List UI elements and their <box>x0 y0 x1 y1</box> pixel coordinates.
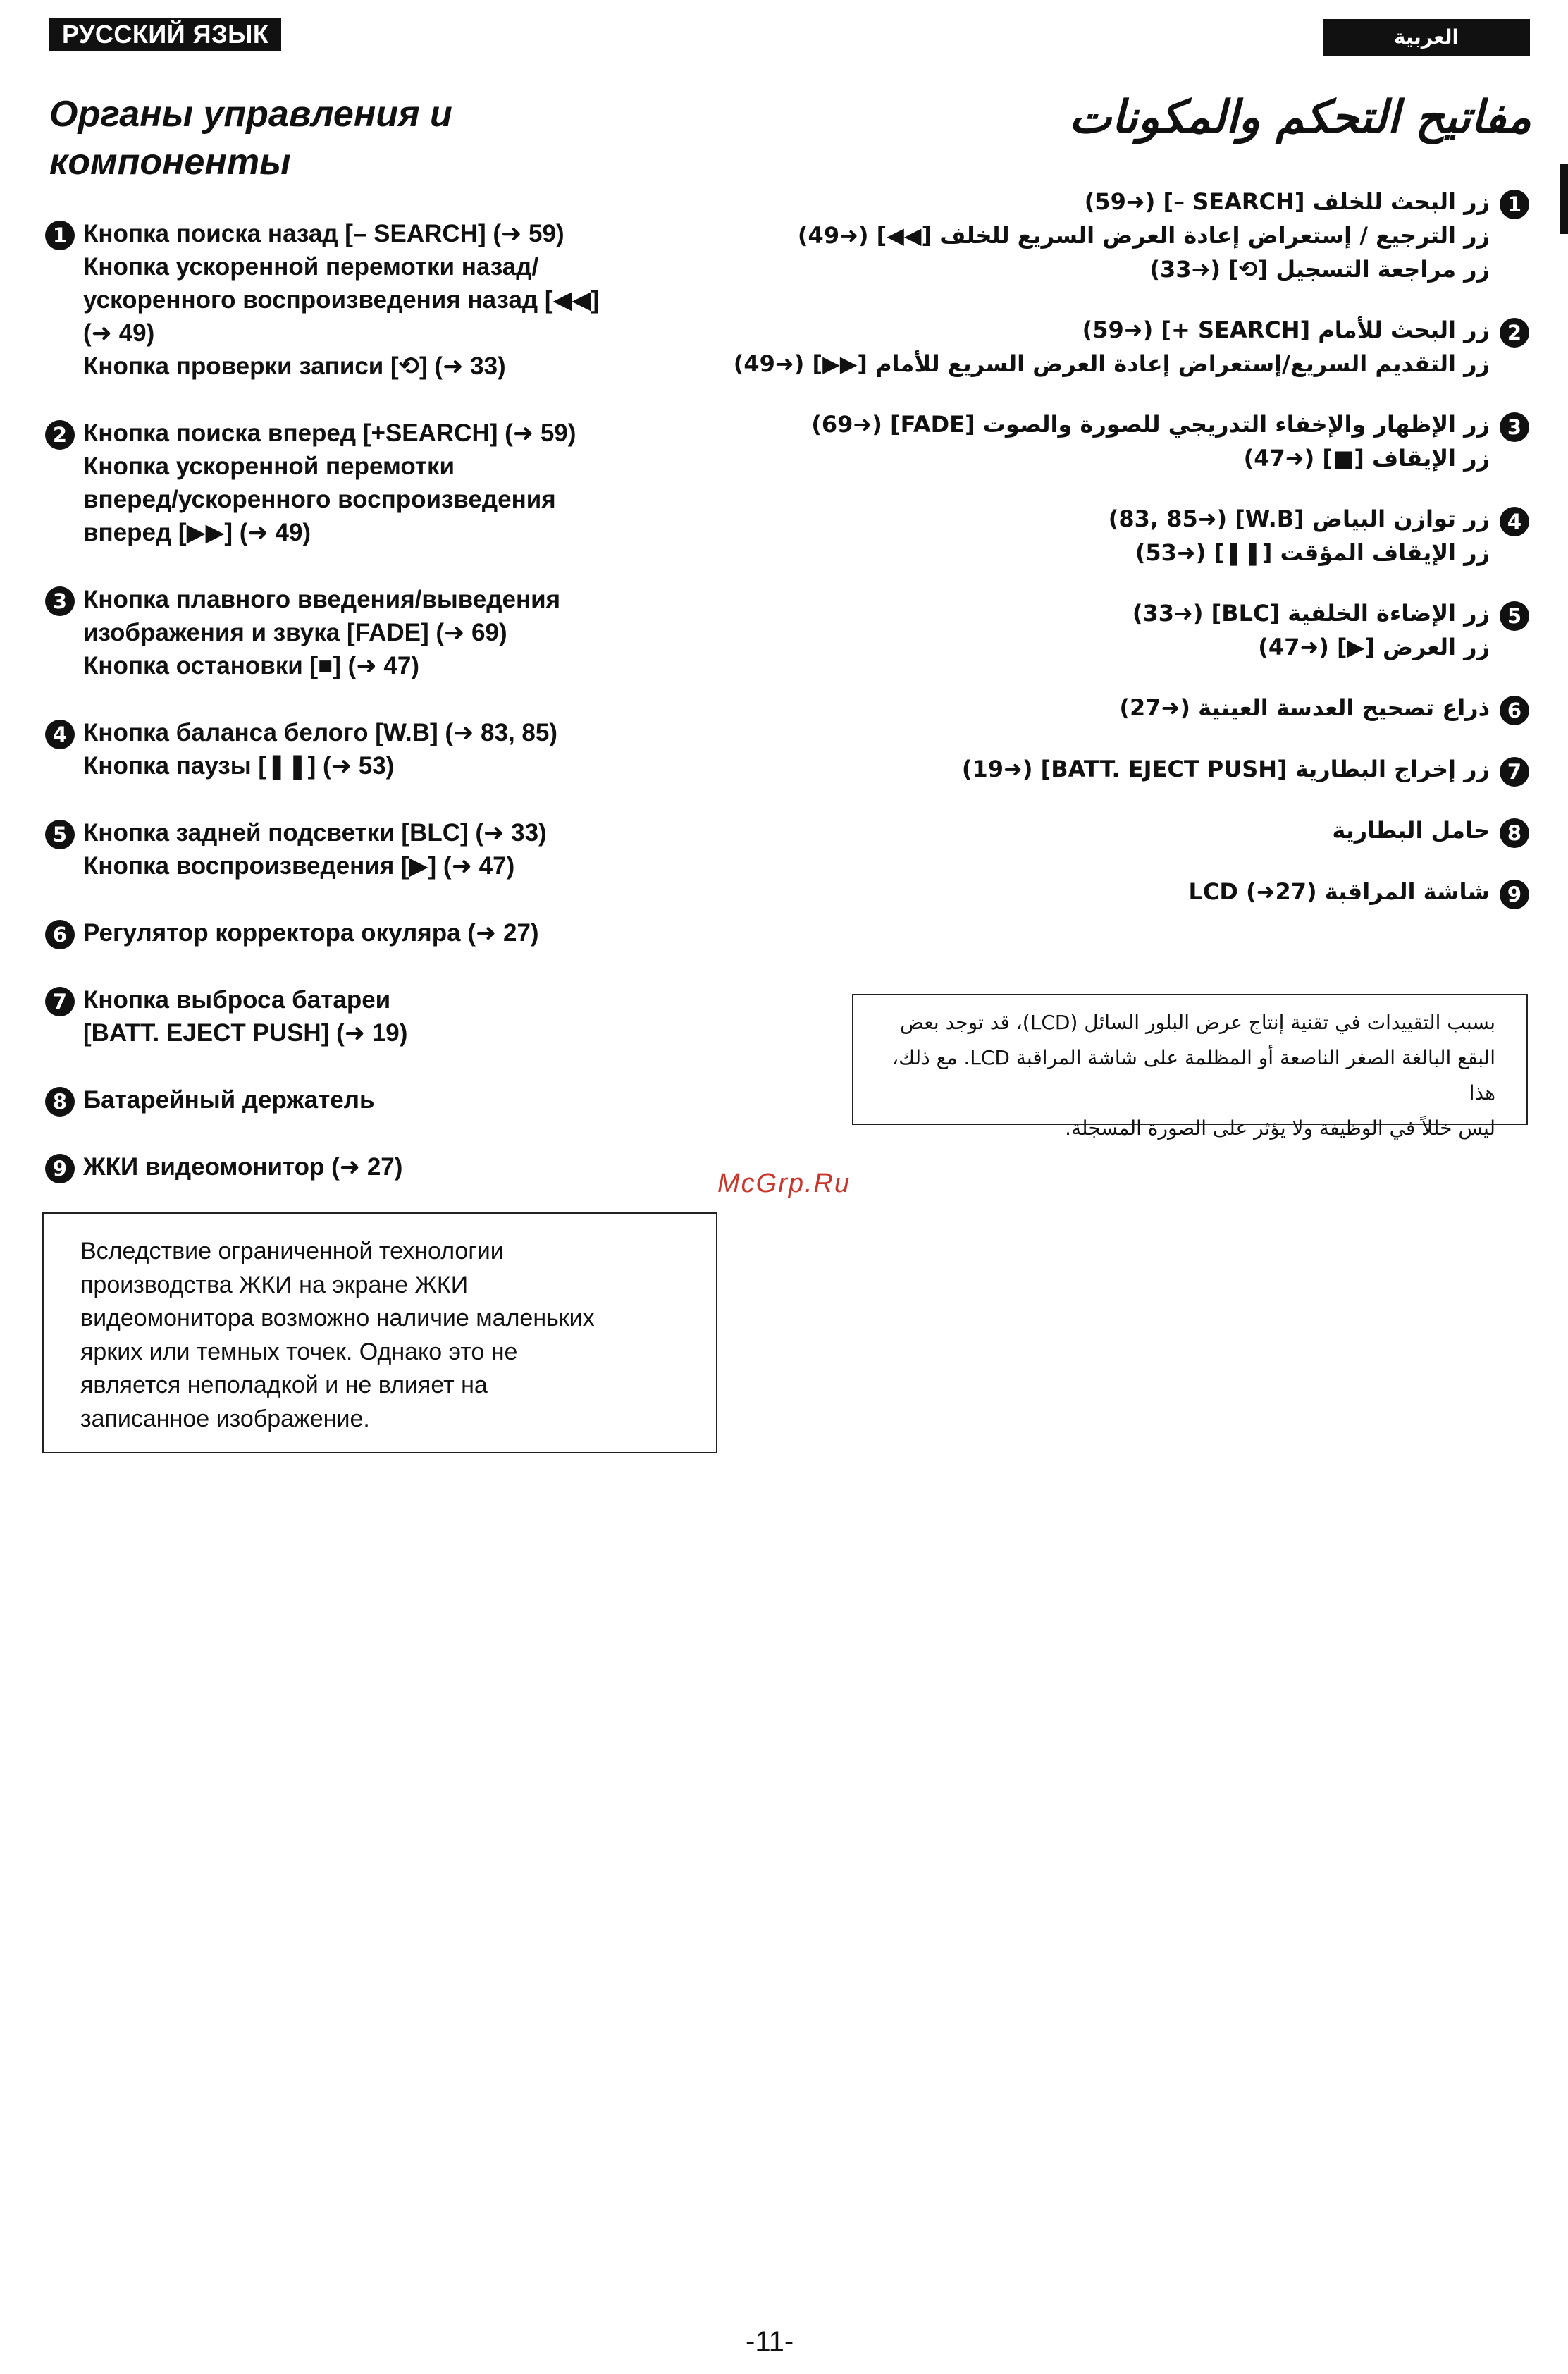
ar-item-4 <box>782 502 1529 570</box>
ru-item-9 <box>45 1150 736 1183</box>
item-text <box>1109 502 1490 570</box>
language-tag-russian: РУССКИЙ ЯЗЫК <box>49 18 281 51</box>
item-text <box>83 983 407 1050</box>
item-line: Кнопка поиска вперед [+SEARCH] (➜ 59) <box>83 419 576 447</box>
item-number-badge: 2 <box>45 420 75 450</box>
item-line: Кнопка баланса белого [W.B] (➜ 83, 85) <box>83 719 557 746</box>
item-line: زر الإظهار والإخفاء التدريجي للصورة والصوت [FADE] (➜69) <box>811 411 1490 438</box>
page-number: -11- <box>746 2326 794 2357</box>
ru-item-4 <box>45 716 736 782</box>
item-number-badge: 8 <box>45 1087 75 1117</box>
item-number-badge: 1 <box>1500 190 1529 219</box>
item-text <box>83 583 560 682</box>
russian-title-line-2: компоненты <box>49 142 291 183</box>
item-number-badge: 5 <box>1500 601 1529 631</box>
item-line: Кнопка ускоренной перемотки <box>83 453 455 480</box>
item-number-badge: 7 <box>45 987 75 1016</box>
item-line: زر الإضاءة الخلفية [BLC] (➜33) <box>1132 600 1490 627</box>
item-line: Кнопка проверки записи [⟲] (➜ 33) <box>83 352 506 380</box>
item-line: زر الإيقاف المؤقت [❚❚] (➜53) <box>1135 539 1490 566</box>
note-line: записанное изображение. <box>80 1405 370 1432</box>
ar-item-9 <box>782 875 1529 909</box>
item-text <box>798 185 1490 286</box>
item-text <box>1119 691 1490 725</box>
item-line: Кнопка задней подсветки [BLC] (➜ 33) <box>83 819 547 847</box>
note-line: بسبب التقييدات في تقنية إنتاج عرض البلور السائل (LCD)، قد توجد بعض <box>900 1011 1495 1034</box>
note-line: البقع البالغة الصغر الناصعة أو المظلمة على شاشة المراقبة LCD. مع ذلك، هذا <box>892 1046 1495 1105</box>
russian-controls-list <box>45 217 736 1217</box>
arabic-title: مفاتيح التحكم والمكونات <box>1068 92 1531 144</box>
watermark: McGrp.Ru <box>717 1169 851 1198</box>
item-line: [BATT. EJECT PUSH] (➜ 19) <box>83 1019 408 1047</box>
item-number-badge: 9 <box>1500 880 1529 909</box>
item-line: زر البحث للخلف [SEARCH –] (➜59) <box>1084 188 1490 215</box>
section-edge-tab <box>1560 164 1568 234</box>
item-text <box>83 217 599 383</box>
item-line: Кнопка плавного введения/выведения <box>83 586 561 613</box>
ru-item-6 <box>45 916 736 949</box>
item-text <box>1188 875 1490 909</box>
item-line: (➜ 49) <box>83 319 155 347</box>
note-line: является неполадкой и не влияет на <box>80 1372 488 1398</box>
item-number-badge: 4 <box>45 720 75 749</box>
item-number-badge: 4 <box>1500 507 1529 536</box>
item-line: Кнопка поиска назад [– SEARCH] (➜ 59) <box>83 220 564 247</box>
item-line: Кнопка ускоренной перемотки назад/ <box>83 253 539 281</box>
item-line: Кнопка воспроизведения [▶] (➜ 47) <box>83 852 515 880</box>
ar-item-5 <box>782 596 1529 664</box>
item-line: ускоренного воспроизведения назад [◀◀] <box>83 286 599 314</box>
item-line: Батарейный держатель <box>83 1086 375 1114</box>
item-line: ذراع تصحيح العدسة العينية (➜27) <box>1119 694 1490 721</box>
item-line: شاشة المراقبة LCD (➜27) <box>1188 878 1490 905</box>
russian-title-line-1: Органы управления и <box>49 94 452 135</box>
item-number-badge: 5 <box>45 820 75 849</box>
ru-item-7 <box>45 983 736 1050</box>
ar-item-1 <box>782 185 1529 286</box>
item-number-badge: 8 <box>1500 818 1529 848</box>
note-line: видеомонитора возможно наличие маленьких <box>80 1305 595 1331</box>
russian-title <box>49 90 684 186</box>
ar-item-8 <box>782 813 1529 848</box>
arabic-controls-list <box>733 185 1529 936</box>
arabic-lcd-note <box>852 994 1528 1140</box>
item-line: вперед [▶▶] (➜ 49) <box>83 519 311 546</box>
item-number-badge: 6 <box>45 920 75 949</box>
ar-item-7 <box>782 752 1529 787</box>
language-tag-arabic: العربية <box>1323 19 1530 56</box>
item-line: زر توازن البياض [W.B] (➜83, 85) <box>1108 505 1490 532</box>
item-text <box>734 313 1490 381</box>
ru-item-8 <box>45 1083 736 1117</box>
item-line: زر العرض [▶] (➜47) <box>1258 634 1490 660</box>
ar-item-6 <box>782 691 1529 725</box>
item-line: Кнопка остановки [■] (➜ 47) <box>83 652 419 679</box>
item-text <box>1132 596 1490 664</box>
ru-item-1 <box>45 217 736 383</box>
item-number-badge: 3 <box>45 586 75 616</box>
item-text <box>83 916 539 949</box>
ru-item-3 <box>45 583 736 682</box>
ar-item-2 <box>733 313 1529 381</box>
item-text <box>811 407 1490 475</box>
item-line: زر إخراج البطارية [BATT. EJECT PUSH] (➜19) <box>961 756 1490 782</box>
item-text <box>83 1083 375 1117</box>
item-line: زر مراجعة التسجيل [⟲] (➜33) <box>1149 256 1490 283</box>
item-line: زر البحث للأمام [SEARCH +] (➜59) <box>1082 316 1490 343</box>
item-text <box>83 1150 402 1183</box>
item-number-badge: 1 <box>45 221 75 250</box>
ar-item-3 <box>782 407 1529 475</box>
item-line: изображения и звука [FADE] (➜ 69) <box>83 619 507 646</box>
item-text <box>962 752 1490 786</box>
item-line: вперед/ускоренного воспроизведения <box>83 486 556 513</box>
item-number-badge: 6 <box>1500 696 1529 725</box>
item-number-badge: 9 <box>45 1154 75 1183</box>
item-line: ЖКИ видеомонитор (➜ 27) <box>83 1153 403 1181</box>
item-line: حامل البطارية <box>1332 817 1490 844</box>
item-number-badge: 2 <box>1500 318 1529 348</box>
item-line: Кнопка паузы [❚❚] (➜ 53) <box>83 752 395 780</box>
item-line: زر الترجيع / إستعراض إعادة العرض السريع للخلف [◀◀] (➜49) <box>797 222 1490 249</box>
ru-item-2 <box>45 417 736 549</box>
note-line: производства ЖКИ на экране ЖКИ <box>80 1271 469 1298</box>
note-line: Вследствие ограниченной технологии <box>80 1238 504 1265</box>
note-line: ярких или темных точек. Однако это не <box>80 1338 518 1365</box>
item-text <box>83 716 557 782</box>
note-line: ليس خللاً في الوظيفة ولا يؤثر على الصورة المسجلة. <box>1065 1117 1495 1140</box>
item-text <box>1332 813 1490 847</box>
item-number-badge: 7 <box>1500 757 1529 787</box>
russian-lcd-note <box>42 1212 717 1453</box>
item-line: Регулятор корректора окуляра (➜ 27) <box>83 919 539 947</box>
ru-item-5 <box>45 816 736 882</box>
item-line: زر الإيقاف [■] (➜47) <box>1243 445 1490 472</box>
item-number-badge: 3 <box>1500 412 1529 442</box>
item-line: Кнопка выброса батареи <box>83 986 391 1014</box>
item-text <box>83 417 576 549</box>
item-text <box>83 816 547 882</box>
item-line: زر التقديم السريع/إستعراض إعادة العرض السريع للأمام [▶▶] (➜49) <box>733 350 1490 377</box>
